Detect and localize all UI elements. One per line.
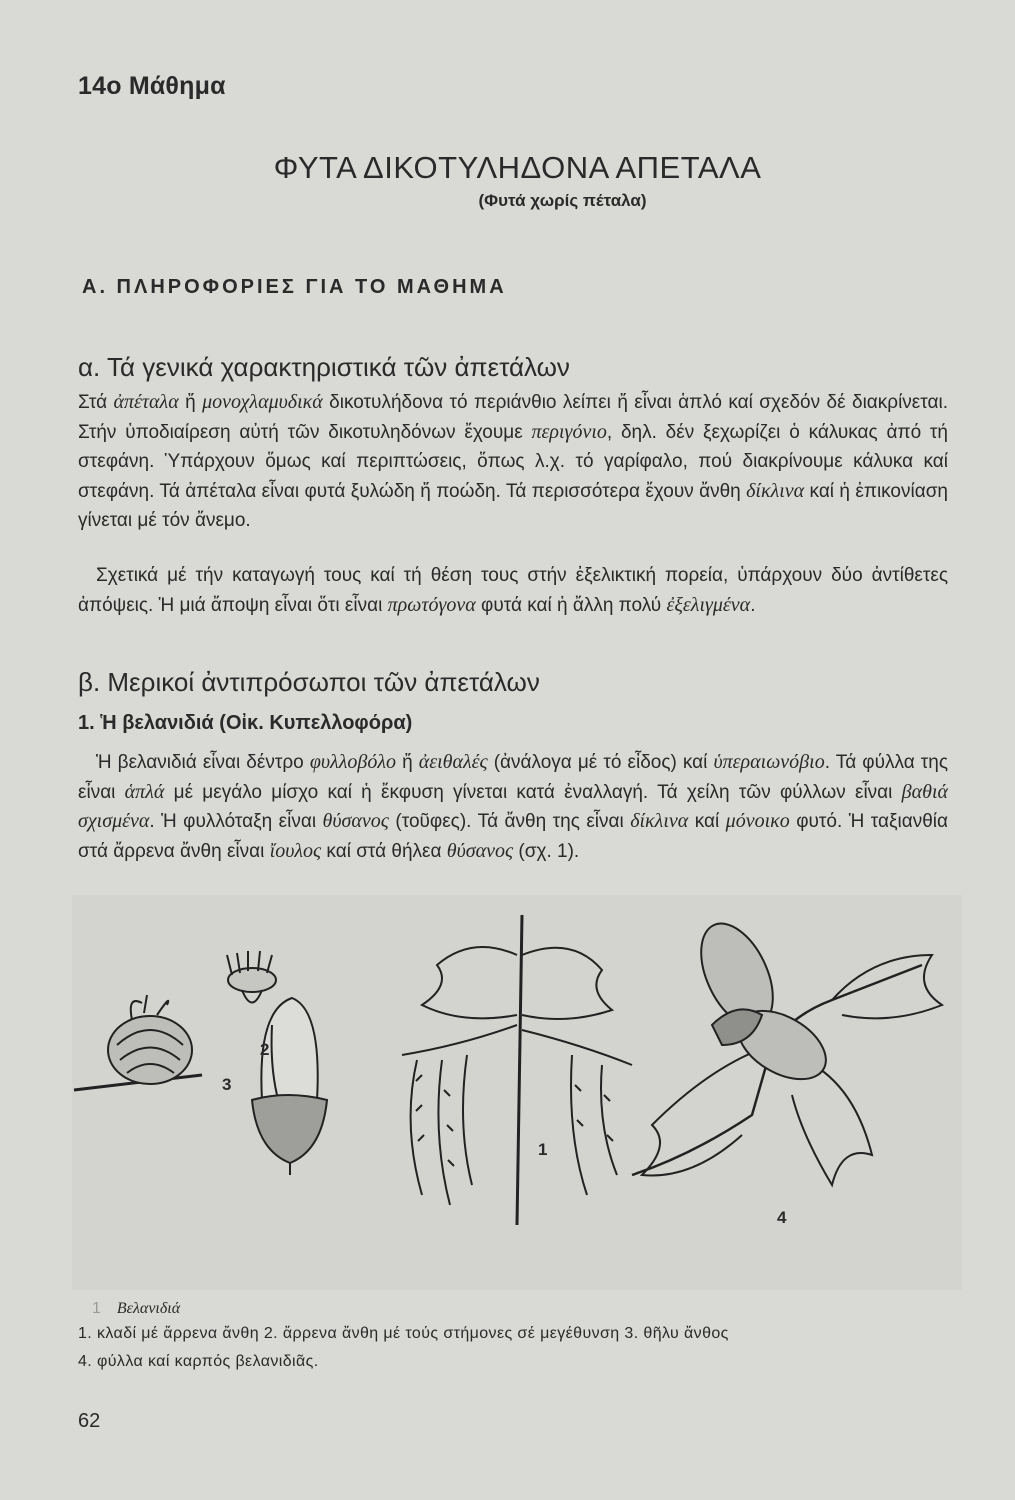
lesson-number: 14ο Μάθημα [78,72,226,100]
oak-figure [72,895,962,1290]
paragraph-oak: Ἡ βελανιδιά εἶναι δέντρο φυλλοβόλο ἤ ἀειθαλές (ἀνάλογα μέ τό εἶδος) καί ὑπεραιωνόβιο. Τά φύλλα της εἶναι ἁπλά μέ μεγάλο μίσχο καί ἡ ἔκφυση γίνεται κατά ἐναλλαγή. Τά χείλη τῶν φύλλων εἶναι βαθιά σχισμένα. Ἡ φυλλόταξη εἶναι θύσανος (τοῦφες). Τά ἄνθη της εἶναι δίκλινα καί μόνοικο φυτό. Ἡ ταξιανθία στά ἄρρενα ἄνθη εἶναι ἴουλος καί στά θήλεα θύσανος (σχ. 1). [78,751,949,862]
paragraph-general-characteristics: Στά ἀπέταλα ἤ μονοχλαμυδικά δικοτυλήδονα τό περιάνθιο λείπει ἤ εἶναι ἁπλό καί σχεδόν δέ διακρίνεται. Στήν ὑποδιαίρεση αὐτή τῶν δικοτυληδόνων ἔχουμε περιγόνιο, δηλ. δέν ξεχωρίζει ὁ κάλυκας ἀπό τή στεφάνη. Ὑπάρχουν ὅμως καί περιπτώσεις, ὅπως λ.χ. τό γαρίφαλο, πού διακρίνουμε κάλυκα καί στεφάνη. Τά ἀπέταλα εἶναι φυτά ξυλώδη ἤ ποώδη. Τά περισσότερα ἔχουν ἄνθη δίκλινα καί ἡ ἐπικονίαση γίνεται μέ τόν ἄνεμο. [78,391,949,531]
page-number: 62 [78,1410,101,1432]
leaves-and-acorns-drawing [632,912,942,1185]
figure-label-4: 4 [777,1208,787,1227]
figure-caption-title: 1 Βελανιδιά [92,1300,181,1317]
page-subtitle: (Φυτά χωρίς πέταλα) [478,191,647,210]
page-title: ΦΥΤΑ ΔΙΚΟΤΥΛΗΔΟΝΑ ΑΠΕΤΑΛΑ [273,150,762,185]
figure-caption-line-1: 1. κλαδί μέ ἄρρενα ἄνθη 2. ἄρρενα ἄνθη μέ τούς στήμονες σέ μεγέθυνση 3. θῆλυ ἄνθος [78,1325,729,1342]
section-heading: Α. ΠΛΗΡΟΦΟΡΙΕΣ ΓΙΑ ΤΟ ΜΑΘΗΜΑ [82,276,507,298]
female-flower-drawing [74,995,202,1090]
subsection-heading-beta: β. Μερικοί ἀντιπρόσωποι τῶν ἀπετάλων [78,667,540,697]
figure-label-3: 3 [222,1075,232,1094]
item-heading-oak: 1. Ἡ βελανιδιά (Οἰκ. Κυπελλοφόρα) [78,712,413,734]
branch-with-catkins-drawing [402,915,632,1225]
figure-label-2: 2 [260,1040,270,1059]
subsection-heading-alpha: α. Τά γενικά χαρακτηριστικά τῶν ἀπετάλων [78,352,570,382]
figure-caption-line-2: 4. φύλλα καί καρπός βελανιδιᾶς. [78,1353,319,1370]
figure-label-1: 1 [538,1140,548,1159]
male-flower-drawing [227,951,276,1003]
acorn-drawing [252,998,327,1175]
paragraph-origin: Σχετικά μέ τήν καταγωγή τους καί τή θέση τους στήν ἐξελικτική πορεία, ὑπάρχουν δύο ἀντίθετες ἀπόψεις. Ἡ μιά ἄποψη εἶναι ὅτι εἶναι πρωτόγονα φυτά καί ἡ ἄλλη πολύ ἐξελιγμένα. [78,565,948,616]
oak-illustration [72,895,962,1290]
